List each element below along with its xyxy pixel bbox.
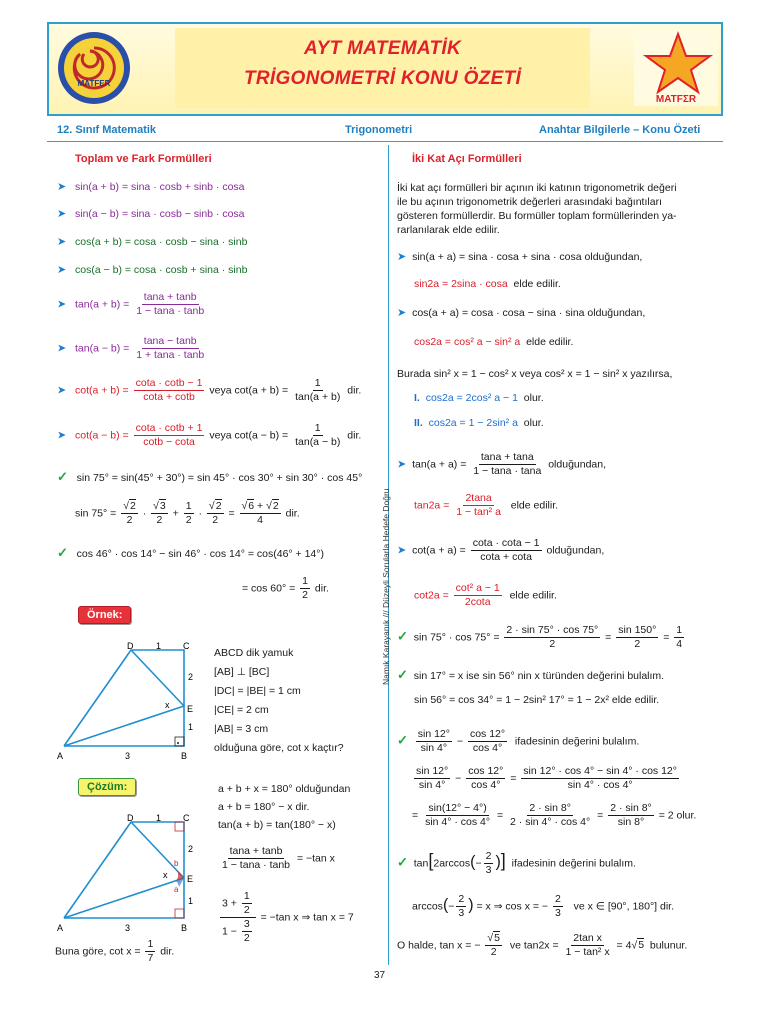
formula-cos-diff: ➤ cos(a − b) = cosa · cosb + sina · sinb bbox=[57, 264, 248, 276]
cozum-result: Buna göre, cot x = $\frac{1}{7}$ dir. bbox=[55, 938, 175, 964]
fig1-label-D: D bbox=[127, 641, 134, 651]
fig1-label-2: 2 bbox=[188, 672, 194, 682]
header-title-1: AYT MATEMATİK bbox=[304, 38, 461, 59]
fig2-label-1b: 1 bbox=[188, 896, 194, 906]
r-example-sin75cos75: ✓ sin 75° · cos 75° = $\frac{2 \cdot \sin 75^\circ \cdot \cos 75^\circ}{2}$ = $\frac{\sin 150^\circ}{2}$ = $\frac{1}{4}$ bbox=[397, 624, 683, 650]
fig1-label-x: x bbox=[165, 700, 170, 710]
r-example-ratio-step2: = $\frac{\sin(12^\circ - 4^\circ)}{\sin 4^\circ \cdot \cos 4^\circ}$ = $\frac{2 \cdot \sin 8^\circ}{2 \cdot \sin 4^\circ \cdot \cos 4^\circ}$ = $\frac{2 \cdot \sin 8^\circ}{\sin 8^\circ}$ = 2 olur. bbox=[412, 802, 697, 828]
example-cos46: ✓ cos 46° · cos 14° − sin 46° · cos 14° = cos(46° + 14°) bbox=[57, 545, 324, 560]
fig1-label-3: 3 bbox=[125, 751, 131, 761]
page-number: 37 bbox=[374, 970, 386, 981]
fig2-label-b: b bbox=[174, 859, 179, 868]
r-example-ratio-step1: $\frac{\sin 12^\circ}{\sin 4^\circ}$ − $\frac{\cos 12^\circ}{\cos 4^\circ}$ = $\frac{\sin 12^\circ \cdot \cos 4^\circ - \sin 4^\circ \cdot \cos 12^\circ}{\sin 4^\circ \cdot \cos 4^\circ}$ bbox=[416, 765, 677, 791]
r-cos2a-form-I: I. cos2a = 2cos² a − 1 olur. bbox=[414, 392, 544, 404]
r-identity-note: Burada sin² x = 1 − cos² x veya cos² x = 1 − sin² x yazılırsa, bbox=[397, 368, 673, 380]
arrow-icon: ➤ bbox=[57, 264, 67, 276]
header-title-2: TRİGONOMETRİ KONU ÖZETİ bbox=[243, 68, 522, 89]
r-cos2a-derivation: ➤ cos(a + a) = cosa · cosa − sina · sina olduğundan, bbox=[397, 307, 646, 319]
formula-sin-diff: ➤ sin(a − b) = sina · cosb − sinb · cosa bbox=[57, 208, 245, 220]
cozum-text: a + b + x = 180° olduğundan a + b = 180° − x dir. tan(a + b) = tan(180° − x) bbox=[218, 783, 351, 831]
ornek-badge: Örnek: bbox=[78, 606, 131, 624]
example-sin75-value: sin 75° = $\frac{√2}{2}$ · $\frac{√3}{2}$ + $\frac{1}{2}$ · $\frac{√2}{2}$ = $\frac{√6 + √2}{4}$ dir. bbox=[75, 500, 300, 526]
subheader-rule bbox=[47, 141, 723, 142]
fig2-label-x: x bbox=[163, 870, 168, 880]
cozum-frac-1: $\frac{\tan a + \tan b}{1 - \tan a \cdot \tan b}$ = −tan x bbox=[222, 845, 335, 871]
left-section-title: Toplam ve Fark Formülleri bbox=[75, 153, 212, 165]
formula-tan-sum: ➤ tan(a + b) = $\frac{\tan a + \tan b}{1 - \tan a \cdot \tan b}$ bbox=[57, 291, 205, 317]
fig1-label-1: 1 bbox=[156, 641, 162, 651]
arrow-icon: ➤ bbox=[57, 208, 67, 220]
matfer-star-logo bbox=[634, 30, 718, 106]
arrow-icon: ➤ bbox=[57, 181, 67, 193]
formula-sin-sum: ➤ sin(a + b) = sina · cosb + sinb · cosa bbox=[57, 181, 245, 193]
subheader-center: Trigonometri bbox=[345, 124, 413, 136]
formula-cos-sum: ➤ cos(a + b) = cosa · cosb − sina · sinb bbox=[57, 236, 248, 248]
r-example-sin56: sin 56° = cos 34° = 1 − 2sin² 17° = 1 − 2x² elde edilir. bbox=[414, 694, 660, 706]
subheader bbox=[47, 124, 723, 140]
arrow-icon: ➤ bbox=[57, 342, 67, 355]
r-sin2a-result: sin2a = 2sina · cosa elde edilir. bbox=[414, 278, 561, 290]
fig2-label-D: D bbox=[127, 813, 134, 823]
r-example-result: O halde, tan x = − $\frac{√5}{2}$ ve tan2x = $\frac{\text{2tan x}}{\text{1 − tan² x}}$ = 4√5 bulunur. bbox=[397, 932, 688, 958]
cozum-frac-2: 3 + $\frac{1}{2}$ 1 − $\frac{3}{2}$ = −tan x ⇒ tan x = 7 bbox=[222, 890, 354, 944]
fig2-label-B: B bbox=[181, 923, 188, 933]
check-icon: ✓ bbox=[397, 667, 408, 682]
formula-cot-diff: ➤ cot(a − b) = $\frac{\cot a \cdot \cot b + 1}{\cot b - \cot a}$ veya cot(a − b) = $\frac{1}{\tan(a - b)}$ dir. bbox=[57, 422, 362, 448]
fig1-label-E: E bbox=[187, 704, 194, 714]
r-example-arccos: ✓ tan[2arccos(− $\frac{2}{3}$ )] ifadesinin değerini bulalım. bbox=[397, 850, 636, 876]
check-icon: ✓ bbox=[397, 732, 408, 748]
vertical-caption bbox=[378, 445, 398, 685]
right-section-title: İki Kat Açı Formülleri bbox=[412, 153, 522, 165]
arrow-icon: ➤ bbox=[57, 384, 67, 397]
trapezoid-figure-2 bbox=[55, 812, 205, 937]
fig2-label-A: A bbox=[57, 923, 64, 933]
r-tan2a-derivation: ➤ tan(a + a) = $\frac{\tan a + \tan a}{1 - \tan a \cdot \tan a}$ olduğundan, bbox=[397, 451, 607, 477]
arrow-icon: ➤ bbox=[57, 236, 67, 248]
cozum-badge: Çözüm: bbox=[78, 778, 136, 796]
subheader-left: 12. Sınıf Matematik bbox=[57, 124, 157, 136]
arrow-icon: ➤ bbox=[397, 544, 407, 557]
fig1-label-A: A bbox=[57, 751, 64, 761]
right-intro: İki kat açı formülleri bir açının iki katının trigonometrik değeri ile bu açının trigonometrik değerleri arasındaki bağıntıları gösteren formüllerdir. Bu formüller toplam formüllerinden ya- rarlanılarak elde edilir. bbox=[397, 182, 677, 236]
fig2-label-C: C bbox=[183, 813, 190, 823]
ornek-text: ABCD dik yamuk [AB] ⊥ [BC] |DC| = |BE| = 1 cm |CE| = 2 cm |AB| = 3 cm olduğuna göre, cot x kaçtır? bbox=[214, 647, 344, 754]
r-tan2a-result: tan2a = $\frac{2\tan a}{\text{1 − tan² a}}$ elde edilir. bbox=[414, 492, 559, 518]
r-cos2a-result: cos2a = cos² a − sin² a elde edilir. bbox=[414, 336, 574, 348]
check-icon: ✓ bbox=[397, 854, 408, 870]
logo-right-text: MATFΣR bbox=[655, 94, 697, 105]
fig2-label-a: a bbox=[174, 885, 179, 894]
fig1-label-1b: 1 bbox=[188, 722, 194, 732]
fig2-label-E: E bbox=[187, 874, 194, 884]
check-icon: ✓ bbox=[57, 469, 68, 484]
vertical-caption-text: Namık Karayanık /// Düzeyli Sorularla Hedefe Doğru bbox=[381, 488, 391, 685]
r-cot2a-result: cot2a = $\frac{\text{cot² a − 1}}{2\cot a}$ elde edilir. bbox=[414, 582, 557, 608]
fig1-label-B: B bbox=[181, 751, 188, 761]
r-example-arccos-step: arccos(− $\frac{2}{3}$ ) = x ⇒ cos x = − $\frac{2}{3}$ ve x ∈ [90°, 180°] dir. bbox=[412, 893, 675, 919]
fig2-label-3: 3 bbox=[125, 923, 131, 933]
r-cot2a-derivation: ➤ cot(a + a) = $\frac{\cot a \cdot \cot a - 1}{\cot a + \cot a}$ olduğundan, bbox=[397, 537, 605, 563]
fig2-label-1: 1 bbox=[156, 813, 162, 823]
check-icon: ✓ bbox=[57, 545, 68, 560]
subheader-right: Anahtar Bilgilerle – Konu Özeti bbox=[539, 124, 701, 136]
svg-text:MATFER: MATFER bbox=[77, 79, 111, 88]
check-icon: ✓ bbox=[397, 628, 408, 644]
matfer-seal-logo bbox=[54, 28, 134, 108]
example-sin75: ✓ sin 75° = sin(45° + 30°) = sin 45° · cos 30° + sin 30° · cos 45° bbox=[57, 469, 363, 484]
r-sin2a-derivation: ➤ sin(a + a) = sina · cosa + sina · cosa olduğundan, bbox=[397, 251, 643, 263]
arrow-icon: ➤ bbox=[397, 458, 407, 471]
formula-cot-sum: ➤ cot(a + b) = $\frac{\cot a \cdot \cot b - 1}{\cot a + \cot b}$ veya cot(a + b) = $\frac{1}{\tan(a + b)}$ dir. bbox=[57, 377, 362, 403]
fig1-label-C: C bbox=[183, 641, 190, 651]
header-title-box bbox=[175, 28, 590, 108]
arrow-icon: ➤ bbox=[397, 307, 407, 319]
trapezoid-figure-1 bbox=[55, 640, 205, 765]
r-example-sin17: ✓ sin 17° = x ise sin 56° nin x türünden değerini bulalım. bbox=[397, 667, 665, 682]
arrow-icon: ➤ bbox=[57, 429, 67, 442]
formula-tan-diff: ➤ tan(a − b) = $\frac{\tan a - \tan b}{1 + \tan a \cdot \tan b}$ bbox=[57, 335, 205, 361]
arrow-icon: ➤ bbox=[57, 298, 67, 311]
r-example-ratio: ✓ $\frac{\sin 12^\circ}{\sin 4^\circ}$ − $\frac{\cos 12^\circ}{\cos 4^\circ}$ ifadesinin değerini bulalım. bbox=[397, 728, 640, 754]
example-cos60: = cos 60° = $\frac{1}{2}$ dir. bbox=[242, 575, 329, 601]
arrow-icon: ➤ bbox=[397, 251, 407, 263]
r-cos2a-form-II: II. cos2a = 1 − 2sin² a olur. bbox=[414, 417, 544, 429]
fig2-label-2: 2 bbox=[188, 844, 194, 854]
